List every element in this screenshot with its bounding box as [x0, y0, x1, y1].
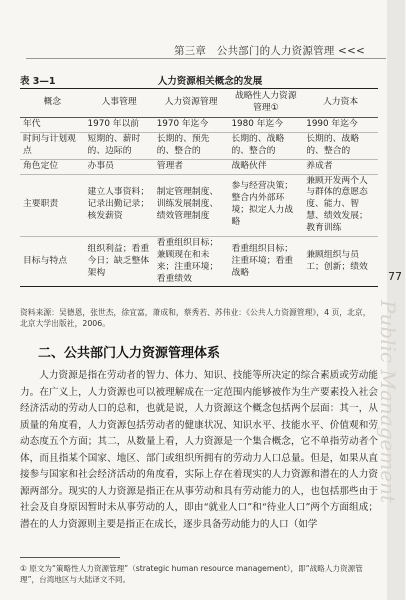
- table-row: [20, 236, 378, 287]
- row-label: 年代: [23, 119, 41, 129]
- concepts-table: [20, 88, 378, 287]
- table-cell: 1970 年以前: [87, 119, 140, 129]
- table-cell: 管理者: [154, 159, 229, 174]
- table-cell: 看重组织目标；注重环境；看重战略: [228, 236, 303, 287]
- table-cell: 1990 年迄今: [306, 119, 358, 129]
- body-paragraph: 人力资源是指在劳动者的智力、体力、知识、技能等所决定的综合素质或劳动能力。在广义上，人力资源也可以被理解成在一定范围内能够被作为生产要素投入社会经济活动的劳动人口的总和，也就是说，人力资源这个概念包括两个层面：其一，从质量的角度看，人力资源包括劳动者的健康状况、知识水平、技能水平、价值观和劳动态度五个方面；其二，从数量上看，人力资源是一个集合概念，它不单指劳动者个体，而且指某个国家、地区、部门或组织所拥有的劳动力人口总量。但是，如果从直接参与国家和社会经济活动的角度看，实际上存在着现实的人力资源和潜在的人力资源两部分。现实的人力资源是指正在从事劳动和具有劳动能力的人，也包括那些由于社会及自身原因暂时未从事劳动的人，即由“就业人口”和“待业人口”两个方面组成；潜在的人力资源则主要是指正在成长，逐步具备劳动能力的人口（如学: [20, 370, 378, 530]
- table-cell: 长期的、战略的、整合的: [228, 132, 303, 159]
- table-cell: 养成者: [303, 159, 378, 174]
- footnote: ① 原文为“策略性人力资源管理”（strategic human resource management），即“战略人力资源管理”，台湾地区与大陆译文不同。: [20, 564, 363, 584]
- table-cell: 兼顾开发两个人与群体的意愿态度、能力、智慧、绩效发展；教育训练: [303, 174, 378, 236]
- table-cell: 长期的、战略的、整合的: [303, 132, 378, 159]
- table-cell: 长期的、预先的、整合的: [154, 132, 229, 159]
- table-cell: 战略伙伴: [228, 159, 303, 174]
- table-header-row: [20, 89, 378, 118]
- chapter-header: 第三章 公共部门的人力资源管理 <<<: [173, 45, 365, 57]
- running-header: [0, 0, 405, 60]
- body-text: [20, 368, 378, 533]
- row-label: 目标与特点: [20, 236, 85, 287]
- row-label: 角色定位: [20, 159, 85, 174]
- table-source-note: 资料来源：吴德恩，张世杰，徐宜富，萧成和，蔡秀若、苏伟业：《公共人力资源管理》，4 页，北京，北京大学出版社，2006。: [20, 308, 371, 329]
- column-header: 人力资本: [303, 89, 378, 118]
- table-cell: 参与经营决策；整合内外部环境；拟定人力战略: [228, 174, 303, 236]
- column-header: 人事管理: [85, 89, 154, 118]
- table-cell: 办事员: [85, 159, 154, 174]
- table-cell: 建立人事资料；记录出勤记录；核发薪资: [85, 174, 154, 236]
- watermark: [392, 300, 400, 560]
- table-cell: 看重组织目标；兼顾现在和未来；注重环境；看重绩效: [154, 236, 229, 287]
- table-row: [20, 118, 378, 133]
- column-header: 概念: [20, 89, 85, 118]
- page-number: 77: [388, 270, 402, 283]
- table-title: 人力资源相关概念的发展: [157, 76, 263, 87]
- footnote-rule: [20, 557, 120, 558]
- table-cell: 制定管理制度、训练发展制度、绩效管理制度: [154, 174, 229, 236]
- table-cell: 兼顾组织与员工；创新；绩效: [303, 236, 378, 287]
- row-label: 时间与计划观点: [20, 132, 85, 159]
- row-label: 主要职责: [20, 174, 85, 236]
- table-cell: 短期的、薪时的、边际的: [85, 132, 154, 159]
- column-header: 战略性人力资源管理①: [228, 89, 303, 118]
- table-row: [20, 159, 378, 174]
- section-heading: 二、公共部门人力资源管理体系: [38, 346, 221, 361]
- column-header: 人力资源管理: [154, 89, 229, 118]
- table-row: [20, 132, 378, 159]
- table-cell: 1980 年迄今: [231, 119, 284, 129]
- table-number: 表 3—1: [20, 76, 56, 87]
- table-row: [20, 174, 378, 236]
- table-cell: 1970 年迄今: [156, 119, 209, 129]
- header-rule: [26, 58, 386, 59]
- table-cell: 组织利益；看重今日；缺乏整体架构: [85, 236, 154, 287]
